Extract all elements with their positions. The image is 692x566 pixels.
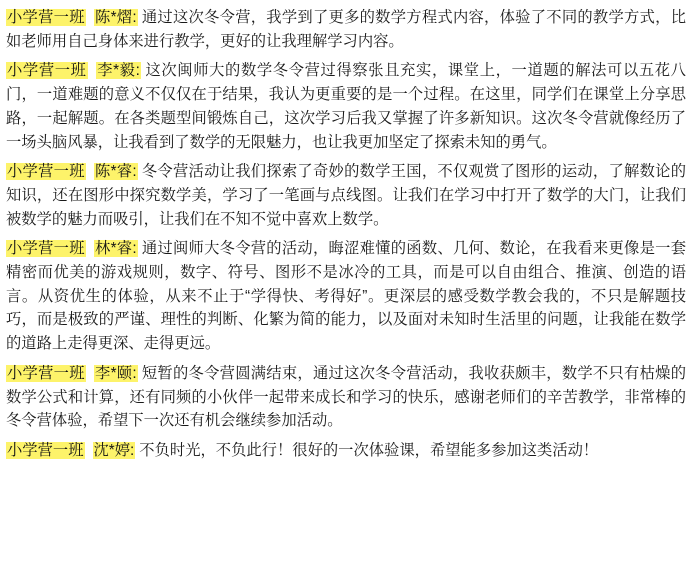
feedback-entry <box>6 439 686 463</box>
student-name: 李*毅: <box>96 62 140 80</box>
feedback-entry <box>6 59 686 154</box>
student-name: 林*睿: <box>94 240 137 258</box>
class-label: 小学营一班 <box>7 62 87 80</box>
student-name: 沈*婷: <box>93 441 135 459</box>
student-name: 陈*熠: <box>94 9 137 26</box>
class-label: 小学营一班 <box>7 441 84 459</box>
feedback-text: 通过这次冬令营，我学到了更多的数学方程式内容，体验了不同的教学方式，比如老师用自己身体来进行教学，更好的让我理解学习内容。 <box>6 9 686 50</box>
class-label: 小学营一班 <box>7 9 85 26</box>
feedback-entry <box>6 6 686 53</box>
feedback-entry <box>6 237 686 356</box>
class-label: 小学营一班 <box>7 163 85 181</box>
feedback-text: 短暂的冬令营圆满结束，通过这次冬令营活动，我收获颇丰，数学不只有枯燥的数学公式和计算，还有同频的小伙伴一起带来成长和学习的快乐，感谢老师们的辛苦教学，非常棒的冬令营体验，希望下一次还有机会继续参加活动。 <box>6 364 686 430</box>
feedback-text: 这次闽师大的数学冬令营过得察张且充实，课堂上，一道题的解法可以五花八门，一道难题的意义不仅仅在于结果，我认为更重要的是一个过程。在这里，同学们在课堂上分享思路，一起解题。在各类题型间锻炼自己，这次学习后我又掌握了许多新知识。这次冬令营就像经历了一场头脑风暴，让我看到了数学的无限魅力，也让我更加坚定了探索未知的勇气。 <box>6 62 686 151</box>
student-name: 李*颐: <box>94 364 137 382</box>
feedback-entry <box>6 362 686 433</box>
feedback-text: 冬令营活动让我们探索了奇妙的数学王国，不仅观赏了图形的运动，了解数论的知识，还在图形中探究数学美，学习了一笔画与点线图。让我们在学习中打开了数学的大门，让我们被数学的魅力而吸引，让我们在不知不觉中喜欢上数学。 <box>6 163 686 228</box>
student-name: 陈*睿: <box>94 163 137 181</box>
class-label: 小学营一班 <box>7 240 85 258</box>
class-label: 小学营一班 <box>7 364 85 382</box>
feedback-text: 通过闽师大冬令营的活动，晦涩难懂的函数、几何、数论，在我看来更像是一套精密而优美的游戏规则，数字、符号、图形不是冰冷的工具，而是可以自由组合、推演、创造的语言。从资优生的体验，从来不止于“学得快、考得好”。更深层的感受数学教会我的，不只是解题技巧，而是极致的严谨、理性的判断、化繁为简的能力，以及面对未知时生活里的问题，让我能在数学的道路上走得更深、走得更远。 <box>6 240 686 353</box>
feedback-text: 不负时光，不负此行！很好的一次体验课，希望能多参加这类活动！ <box>139 441 599 459</box>
feedback-entry <box>6 160 686 231</box>
